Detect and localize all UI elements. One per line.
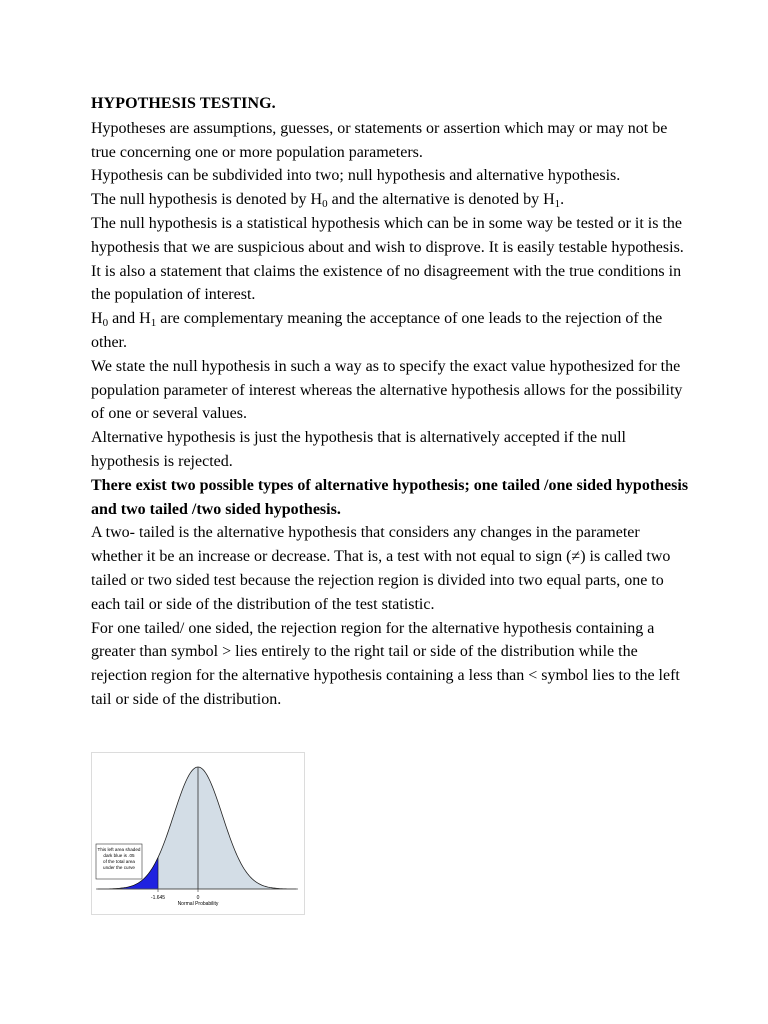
paragraph-null-statement: We state the null hypothesis in such a way as to specify the exact value hypothesized for the population parameter of interest whereas the alternative hypothesis allows for the possibility of one or several values. — [91, 357, 683, 423]
tick-label-center: 0 — [196, 895, 200, 901]
x-axis-label: Normal Probability — [177, 901, 219, 907]
annotation-line-1: This left area shaded — [97, 847, 141, 852]
tick-label-left: -1.645 — [150, 895, 166, 901]
annotation-line-4: under the curve — [103, 865, 135, 870]
normal-curve-svg — [92, 753, 304, 914]
paragraph-subdivision: Hypothesis can be subdivided into two; null hypothesis and alternative hypothesis. — [91, 167, 621, 185]
document-body — [91, 92, 691, 712]
paragraph-two-tailed: A two- tailed is the alternative hypothesis that considers any changes in the parameter whether it be an increase or decrease. That is, a test with not equal to sign (≠) is called two tailed or two sided test because the rejection region is divided into two equal parts, one to each tail or side of the distribution of the test statistic. — [91, 524, 671, 613]
annotation-line-2: dark blue is .05 — [103, 853, 135, 858]
paragraph-complementary: $H_0$ and $H_1$ are complementary meaning the acceptance of one leads to the rejection of the other. — [91, 310, 663, 351]
paragraph-types-heading: There exist two possible types of alternative hypothesis; one tailed /one sided hypothesis and two tailed /two sided hypothesis. — [91, 476, 689, 518]
paragraph-notation: The null hypothesis is denoted by $H_0$ and the alternative is denoted by $H_1$. — [91, 191, 565, 211]
paragraph-null-hypothesis: The null hypothesis is a statistical hypothesis which can be in some way be tested or it is the hypothesis that we are suspicious about and wish to disprove. It is easily testable hypothesis. It is also a statement that claims the existence of no disagreement with the true conditions in the population of interest. — [91, 214, 684, 304]
annotation-line-3: of the total area — [103, 859, 135, 864]
paragraph-one-tailed: For one tailed/ one sided, the rejection region for the alternative hypothesis containing a greater than symbol > lies entirely to the right tail or side of the distribution while the rejection region for the alternative hypothesis containing a less than < symbol lies to the left tail or side of the distribution. — [91, 619, 680, 708]
page-title: HYPOTHESIS TESTING. — [91, 95, 276, 112]
normal-distribution-figure — [91, 752, 305, 915]
paragraph-definition: Hypotheses are assumptions, guesses, or statements or assertion which may or may not be true concerning one or more population parameters. — [91, 119, 668, 161]
paragraph-alternative: Alternative hypothesis is just the hypothesis that is alternatively accepted if the null hypothesis is rejected. — [91, 429, 626, 470]
